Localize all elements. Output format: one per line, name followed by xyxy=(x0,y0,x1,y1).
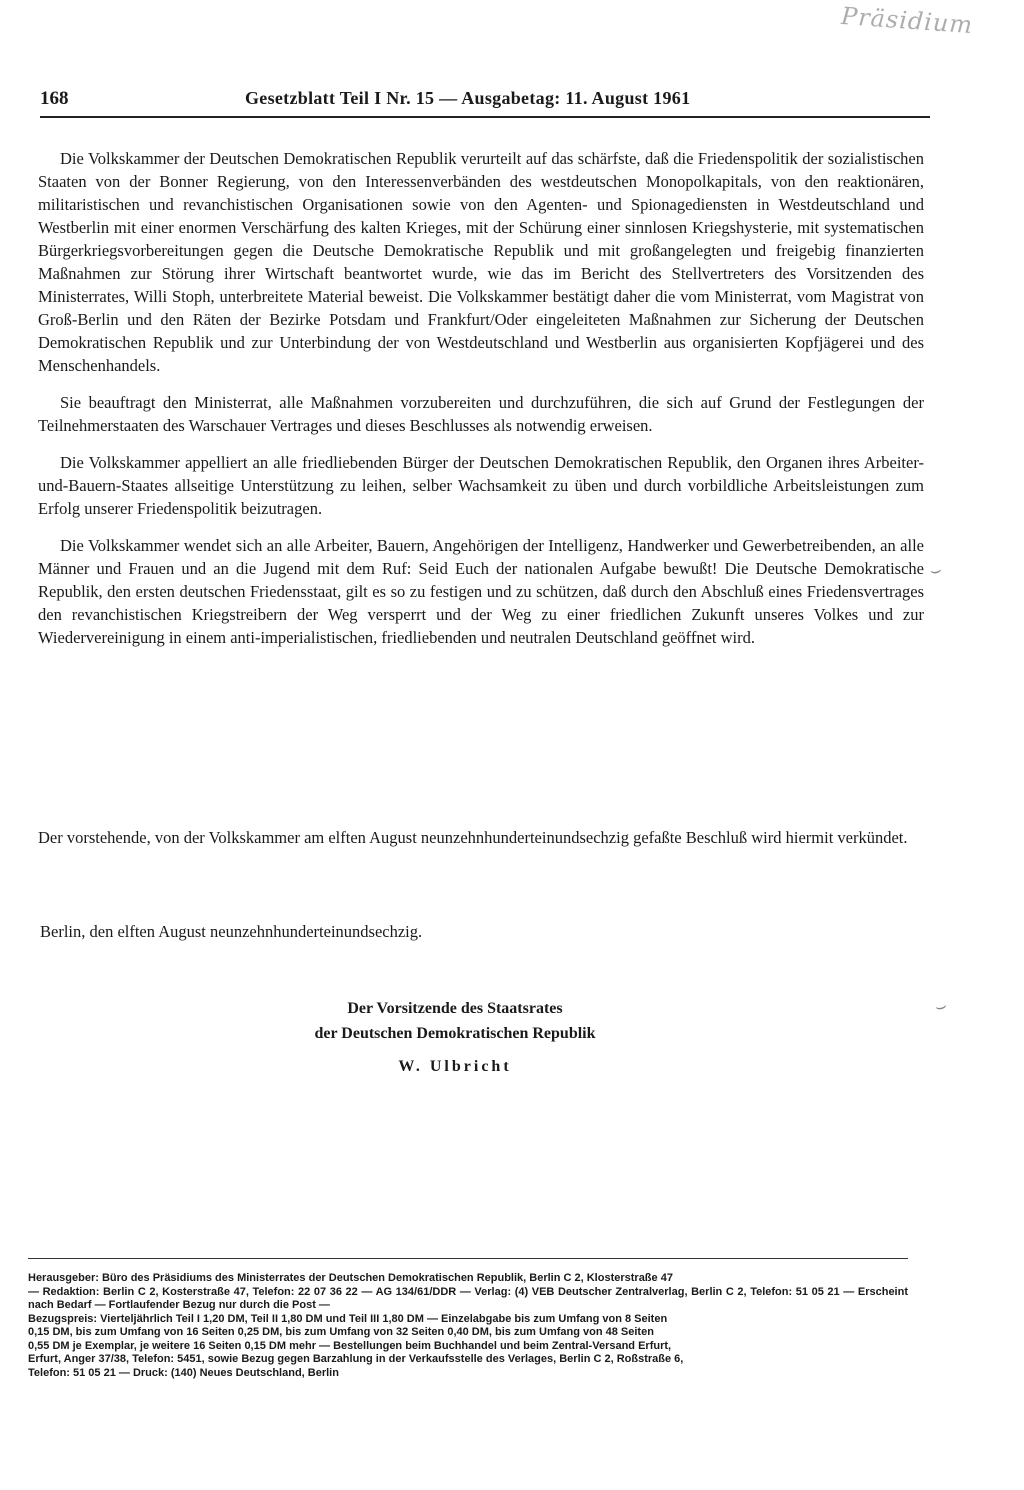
signature-title-line2: der Deutschen Demokratischen Republik xyxy=(314,1025,596,1042)
imprint-line: — Redaktion: Berlin C 2, Kosterstraße 47, Telefon: 22 07 36 22 — AG 134/61/DDR — Verlag: (4) VEB Deutscher Zentralverlag, Berlin C 2, Telefon: 51 05 21 — Erscheint nach Bedarf — Fortlaufender Bezug nur durch die Post — xyxy=(28,1285,908,1311)
paragraph-appeal: Die Volkskammer appelliert an alle friedliebenden Bürger der Deutschen Demokratischen Republik, den Organen ihres Arbeiter-und-Bauern-Staates allseitige Unterstützung zu leihen, selber Wachsamkeit zu üben und durch vorbildliche Arbeitsleistungen zum Erfolg unserer Friedenspolitik beizutragen. xyxy=(38,453,924,518)
signature-title-line1: Der Vorsitzende des Staatsrates xyxy=(347,1000,563,1017)
handwritten-annotation: Präsidium xyxy=(840,1,974,40)
page-header xyxy=(40,80,930,118)
imprint-line: Herausgeber: Büro des Präsidiums des Ministerrates der Deutschen Demokratischen Republik, Berlin C 2, Klosterstraße 47 xyxy=(28,1272,673,1284)
margin-tick-mark: ⌣ xyxy=(932,994,949,1018)
footer-divider xyxy=(28,1258,908,1259)
signature-block xyxy=(240,996,670,1079)
imprint-block xyxy=(28,1272,908,1380)
imprint-line: 0,15 DM, bis zum Umfang von 16 Seiten 0,25 DM, bis zum Umfang von 32 Seiten 0,40 DM, bis zum Umfang von 48 Seiten xyxy=(28,1326,654,1338)
signatory-name: W. Ulbricht xyxy=(398,1058,512,1075)
page-number: 168 xyxy=(40,88,69,109)
imprint-line: Erfurt, Anger 37/38, Telefon: 5451, sowie Bezug gegen Barzahlung in der Verkaufsstelle des Verlages, Berlin C 2, Roßstraße 6, xyxy=(28,1353,684,1365)
promulgation-text: Der vorstehende, von der Volkskammer am elften August neunzehnhunderteinundsechzig gefaßte Beschluß wird hiermit verkündet. xyxy=(38,828,908,847)
place-date: Berlin, den elften August neunzehnhunderteinundsechzig. xyxy=(40,922,423,941)
running-head: Gesetzblatt Teil I Nr. 15 — Ausgabetag: 11. August 1961 xyxy=(245,88,691,108)
imprint-line: Bezugspreis: Vierteljährlich Teil I 1,20 DM, Teil II 1,80 DM und Teil III 1,80 DM — Einzelabgabe bis zum Umfang von 8 Seiten xyxy=(28,1312,668,1325)
paragraph-mandate: Sie beauftragt den Ministerrat, alle Maßnahmen vorzubereiten und durchzuführen, die sich auf Grund der Festlegungen der Teilnehmerstaaten des Warschauer Vertrages und dieses Beschlusses als notwendig erweisen. xyxy=(38,393,924,435)
margin-tick-mark: ⌣ xyxy=(928,559,944,581)
promulgation-clause xyxy=(38,826,924,849)
imprint-line: Telefon: 51 05 21 — Druck: (140) Neues Deutschland, Berlin xyxy=(28,1366,339,1379)
imprint-line: 0,55 DM je Exemplar, je weitere 16 Seiten 0,15 DM mehr — Bestellungen beim Buchhandel und beim Zentral-Versand Erfurt, xyxy=(28,1339,672,1352)
paragraph-condemnation: Die Volkskammer der Deutschen Demokratischen Republik verurteilt auf das schärfste, daß die Friedenspolitik der sozialistischen Staaten von der Bonner Regierung, von den Interessenverbänden des westdeutschen Monopolkapitals, von den reaktionären, militaristischen und revanchistischen Organisationen sowie von den Agenten- und Spionagediensten in Westdeutschland und Westberlin mit einer enormen Verschärfung des kalten Krieges, mit der Schürung einer sinnlosen Kriegshysterie, mit systematischen Bürgerkriegsvorbereitungen gegen die Deutsche Demokratische Republik und mit großangelegten und freigebig finanzierten Maßnahmen zur Störung ihrer Wirtschaft beantwortet wurde, wie das im Bericht des Stellvertreters des Vorsitzenden des Ministerrates, Willi Stoph, unterbreitete Material beweist. Die Volkskammer bestätigt daher die vom Ministerrat, vom Magistrat von Groß-Berlin und den Räten der Bezirke Potsdam und Frankfurt/Oder eingeleiteten Maßnahmen zur Sicherung der Deutschen Demokratischen Republik und zur Unterbindung der von Westdeutschland und Westberlin aus organisierten Kopfjägerei und des Menschenhandels. xyxy=(38,149,924,375)
resolution-text xyxy=(38,147,924,663)
paragraph-call: Die Volkskammer wendet sich an alle Arbeiter, Bauern, Angehörigen der Intelligenz, Handwerker und Gewerbetreibenden, an alle Männer und Frauen und an die Jugend mit dem Ruf: Seid Euch der nationalen Aufgabe bewußt! Die Deutsche Demokratische Republik, den ersten deutschen Friedensstaat, gilt es so zu festigen und zu schützen, daß durch den Abschluß eines Friedensvertrages den revanchistischen Kriegstreibern der Weg versperrt und der Weg zu einer friedlichen Zukunft unseres Volkes und zur Wiedervereinigung in einem anti-imperialistischen, friedliebenden und neutralen Deutschland geöffnet wird. xyxy=(38,536,924,647)
